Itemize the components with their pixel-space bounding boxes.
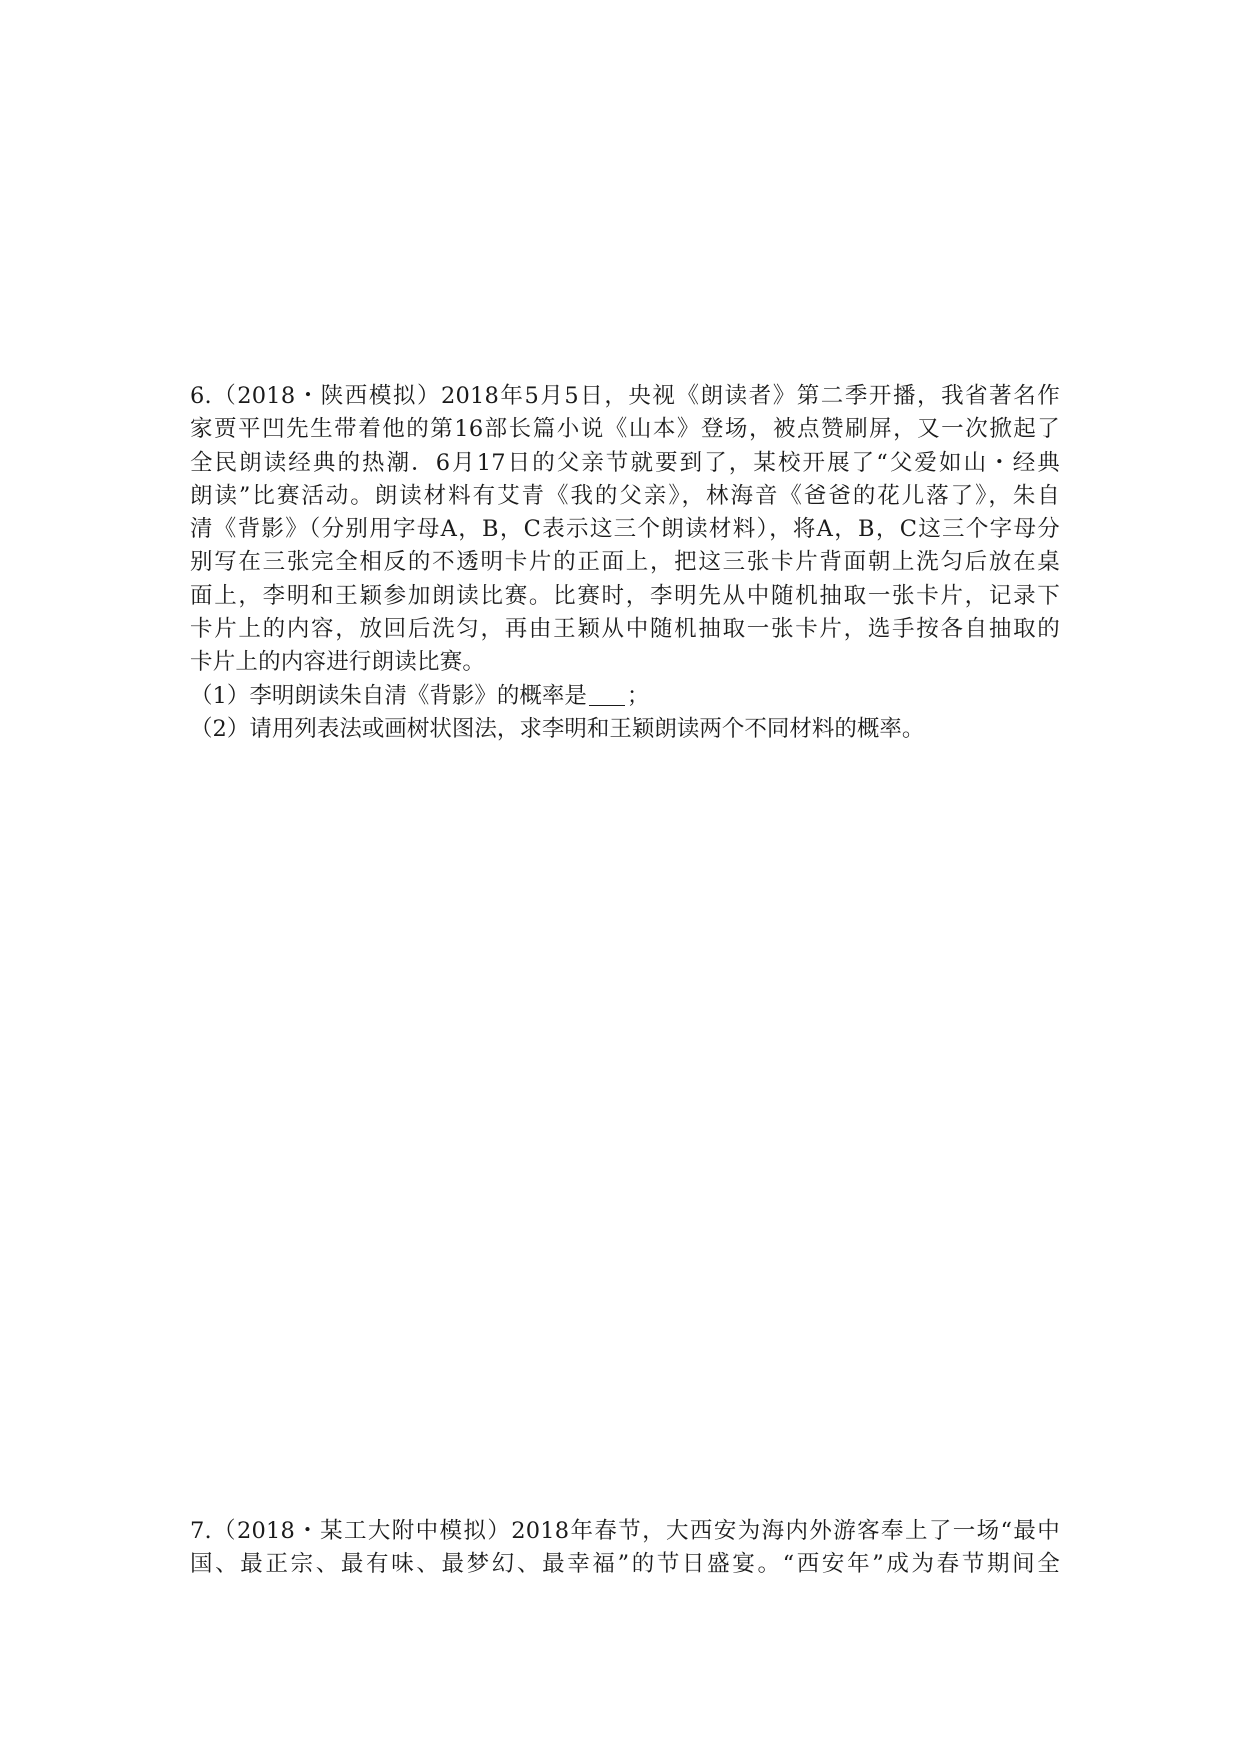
problem-7 <box>190 1515 1060 1582</box>
problem-6-line-5: 清《背影》（分别用字母A，B，C表示这三个朗读材料），将A，B，C这三个字母分 <box>190 516 1060 543</box>
problem-6-line-9: 卡片上的内容进行朗读比赛。 <box>190 649 486 676</box>
problem-7-line-1: 7.（2018・某工大附中模拟）2018年春节，大西安为海内外游客奉上了一场“最中 <box>190 1518 1060 1544</box>
problem-7-line-2: 国、最正宗、最有味、最梦幻、最幸福”的节日盛宴。“西安年”成为春节期间全 <box>190 1551 1060 1578</box>
problem-6-line-3: 全民朗读经典的热潮．6月17日的父亲节就要到了，某校开展了“父爱如山・经典 <box>190 449 1060 476</box>
problem-6-line-4: 朗读”比赛活动。朗读材料有艾青《我的父亲》，林海音《爸爸的花儿落了》，朱自 <box>190 482 1060 509</box>
problem-6-line-7: 面上，李明和王颖参加朗读比赛。比赛时，李明先从中随机抽取一张卡片，记录下 <box>190 582 1060 609</box>
sub-question-1 <box>190 680 1060 713</box>
sub-question-2: （2）请用列表法或画树状图法，求李明和王颖朗读两个不同材料的概率。 <box>190 715 925 742</box>
problem-6-line-8: 卡片上的内容，放回后洗匀，再由王颖从中随机抽取一张卡片，选手按各自抽取的 <box>190 616 1060 643</box>
answer-blank <box>589 683 625 706</box>
sub-question-1-end: ； <box>626 682 650 709</box>
problem-6 <box>190 380 1060 746</box>
sub-question-1-text: （1）李明朗读朱自清《背影》的概率是 <box>190 682 587 709</box>
problem-6-line-1: 6.（2018・陕西模拟）2018年5月5日，央视《朗读者》第二季开播，我省著名作 <box>190 383 1060 409</box>
problem-6-line-6: 别写在三张完全相反的不透明卡片的正面上，把这三张卡片背面朝上洗匀后放在桌 <box>190 549 1060 576</box>
problem-6-line-2: 家贾平凹先生带着他的第16部长篇小说《山本》登场，被点赞刷屏，又一次掀起了 <box>190 416 1060 443</box>
